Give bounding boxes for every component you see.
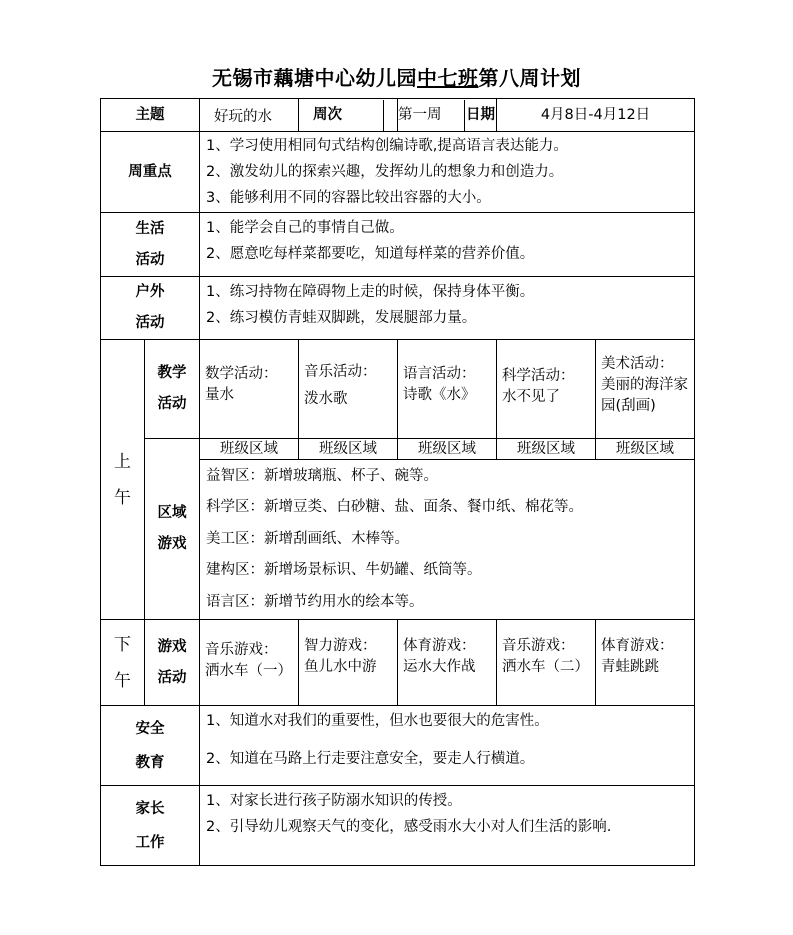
parents-label [101, 786, 200, 866]
game-name: 洒水车（一） [205, 663, 292, 679]
title-prefix: 无锡市藕塘中心幼儿园 [212, 66, 417, 90]
zone-label-2: 游戏 [157, 536, 187, 552]
date-label: 日期 [466, 106, 495, 123]
game-name: 洒水车（二） [502, 659, 589, 675]
afternoon-game [299, 620, 398, 706]
afternoon-label-2: 午 [114, 670, 131, 691]
outdoor-row [101, 277, 695, 340]
page-title [0, 62, 793, 91]
parents-row [101, 786, 695, 866]
focus-item: 2、激发幼儿的探索兴趣，发挥幼儿的想象力和创造力。 [206, 164, 564, 180]
life-item: 1、能学会自己的事情自己做。 [206, 220, 404, 236]
teaching-label-1: 教学 [157, 365, 187, 381]
life-row [101, 213, 695, 277]
week-subtable [299, 100, 397, 131]
afternoon-game [596, 620, 695, 706]
weekly-plan-table [100, 98, 695, 866]
focus-label: 周重点 [101, 132, 200, 213]
zone-label-1: 区域 [157, 505, 187, 521]
parents-item: 2、引导幼儿观察天气的变化，感受雨水大小对人们生活的影响. [206, 819, 612, 835]
safety-item: 1、知道水对我们的重要性，但水也要很大的危害性。 [206, 713, 549, 729]
life-label-1: 生活 [135, 220, 165, 237]
game-name: 青蛙跳跳 [601, 659, 659, 675]
outdoor-item: 1、练习持物在障碍物上走的时候，保持身体平衡。 [206, 284, 535, 300]
zone-item: 美工区：新增刮画纸、木棒等。 [206, 530, 409, 547]
week-group [299, 99, 398, 132]
activity-type: 数学活动： [205, 366, 278, 382]
teaching-row [101, 340, 695, 439]
morning-label-2: 午 [114, 487, 131, 508]
zone-item: 建构区：新增场景标识、牛奶罐、纸筒等。 [206, 562, 482, 579]
week-value-cell [398, 99, 497, 132]
outdoor-label-2: 活动 [135, 315, 165, 331]
life-label-2: 活动 [135, 251, 165, 268]
safety-content [200, 706, 695, 786]
morning-label [101, 340, 145, 620]
focus-row [101, 132, 695, 213]
game-label-2: 活动 [157, 669, 187, 686]
afternoon-game [200, 620, 299, 706]
safety-label [101, 706, 200, 786]
afternoon-game [398, 620, 497, 706]
activity-name: 水不见了 [502, 389, 560, 405]
safety-row [101, 706, 695, 786]
date-value: 4月8日-4月12日 [497, 99, 695, 132]
game-type: 智力游戏： [304, 638, 377, 654]
zone-item: 科学区：新增豆类、白砂糖、盐、面条、餐巾纸、棉花等。 [206, 499, 583, 516]
theme-value: 好玩的水 [200, 99, 299, 132]
week-value-part [384, 100, 398, 131]
life-item: 2、愿意吃每样菜都要吃，知道每样菜的营养价值。 [206, 246, 535, 262]
outdoor-label-1: 户外 [135, 284, 165, 300]
game-label-1: 游戏 [157, 638, 187, 655]
zone-item: 益智区：新增玻璃瓶、杯子、碗等。 [206, 467, 438, 484]
area-header: 班级区域 [596, 439, 695, 460]
parents-label-2: 工作 [135, 834, 165, 851]
game-name: 鱼儿水中游 [304, 659, 377, 675]
parents-label-1: 家长 [135, 800, 165, 817]
game-name: 运水大作战 [403, 659, 476, 675]
activity-type: 科学活动： [502, 368, 575, 384]
teaching-label-2: 活动 [157, 396, 187, 412]
title-suffix: 第八周计划 [478, 66, 581, 90]
activity-name: 量水 [205, 387, 234, 403]
teaching-label [145, 340, 200, 439]
game-type: 体育游戏： [403, 638, 476, 654]
outdoor-label [101, 277, 200, 340]
safety-label-1: 安全 [135, 720, 165, 737]
activity-name: 泼水歌 [304, 391, 348, 407]
game-type: 音乐游戏： [205, 642, 278, 658]
zone-content [200, 460, 695, 620]
teaching-activity [200, 340, 299, 439]
life-label [101, 213, 200, 277]
focus-item: 3、能够利用不同的容器比较出容器的大小。 [206, 190, 491, 206]
zone-item: 语言区：新增节约用水的绘本等。 [206, 593, 424, 610]
game-label [145, 620, 200, 706]
teaching-activity [398, 340, 497, 439]
area-header: 班级区域 [200, 439, 299, 460]
focus-content [200, 132, 695, 213]
activity-type: 美术活动： [601, 356, 674, 372]
parents-content [200, 786, 695, 866]
afternoon-label-1: 下 [114, 634, 131, 655]
game-type: 体育游戏： [601, 638, 674, 654]
teaching-activity [497, 340, 596, 439]
activity-type: 语言活动： [403, 366, 476, 382]
activity-name: 美丽的海洋家园(刮画) [601, 377, 688, 414]
activity-name: 诗歌《水》 [403, 387, 476, 403]
title-class-name: 中七班 [417, 66, 479, 90]
week-label: 周次 [299, 100, 384, 131]
game-type: 音乐游戏： [502, 638, 575, 654]
area-header: 班级区域 [299, 439, 398, 460]
safety-label-2: 教育 [135, 754, 165, 771]
parents-item: 1、对家长进行孩子防溺水知识的传授。 [206, 793, 462, 809]
morning-label-1: 上 [114, 451, 131, 472]
afternoon-row [101, 620, 695, 706]
teaching-activity [299, 340, 398, 439]
outdoor-content [200, 277, 695, 340]
outdoor-item: 2、练习模仿青蛙双脚跳，发展腿部力量。 [206, 310, 477, 326]
theme-label: 主题 [101, 99, 200, 132]
life-content [200, 213, 695, 277]
safety-item: 2、知道在马路上行走要注意安全，要走人行横道。 [206, 751, 535, 767]
week-value: 第一周 [398, 100, 465, 131]
header-row [101, 99, 695, 132]
area-header: 班级区域 [497, 439, 596, 460]
afternoon-label [101, 620, 145, 706]
afternoon-game [497, 620, 596, 706]
teaching-activity [596, 340, 695, 439]
zone-label [145, 439, 200, 620]
focus-item: 1、学习使用相同句式结构创编诗歌,提高语言表达能力。 [206, 138, 568, 154]
area-header: 班级区域 [398, 439, 497, 460]
area-header-row [101, 439, 695, 460]
activity-type: 音乐活动： [304, 364, 377, 380]
